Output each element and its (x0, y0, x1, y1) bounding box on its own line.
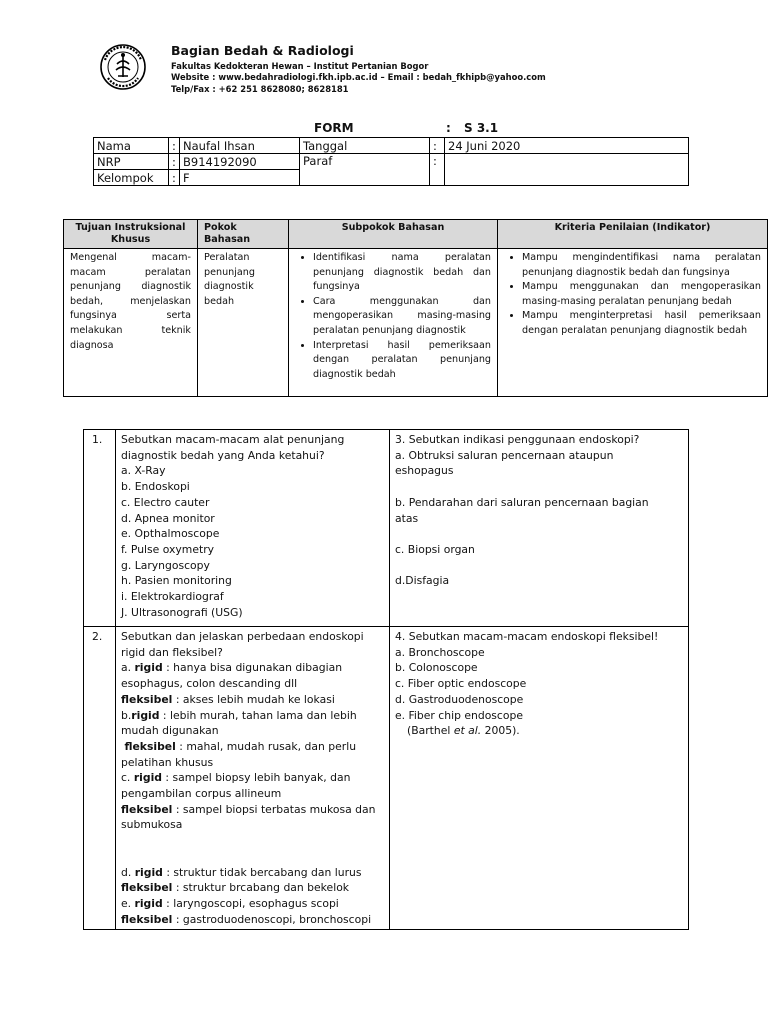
q1-line: a. X-Ray (121, 464, 166, 478)
colon: : (430, 154, 445, 186)
ipb-logo (100, 44, 146, 90)
q3-line: atas (395, 511, 419, 525)
q4-item: e. Fiber chip endoscope (395, 708, 523, 722)
q2-line: mudah digunakan (121, 724, 219, 738)
header-tujuan: Tujuan Instruksional Khusus (64, 220, 198, 249)
question-number: 2. (84, 627, 116, 930)
colon: : (169, 138, 180, 154)
q1-line: Sebutkan macam-macam alat penunjang (121, 433, 345, 446)
kriteria-cell (498, 249, 768, 397)
paraf-value (445, 154, 689, 186)
q2-line: fleksibel : akses lebih mudah ke lokasi (121, 692, 335, 706)
question-3 (390, 430, 689, 627)
q1-line: d. Apnea monitor (121, 511, 215, 525)
subpokok-item: • Identifikasi nama peralatan penunjang diagnostik bedah dan fungsinya (313, 251, 491, 295)
nama-label: Nama (94, 138, 169, 154)
header-pokok: Pokok Bahasan (198, 220, 289, 249)
question-number: 1. (84, 430, 116, 627)
q2-line: fleksibel : gastroduodenoscopi, bronchoscopi (121, 912, 372, 926)
question-4 (390, 627, 689, 930)
website-line: Website : www.bedahradiologi.fkh.ipb.ac.id – Email : bedah_fkhipb@yahoo.com (171, 72, 546, 82)
q1-line: h. Pasien monitoring (121, 574, 232, 588)
q1-line: diagnostik bedah yang Anda ketahui? (121, 448, 325, 462)
paraf-label: Paraf (300, 154, 430, 186)
objectives-table (63, 219, 768, 397)
q3-line: c. Biopsi organ (395, 542, 475, 556)
colon: : (430, 138, 445, 154)
q2-line: pelatihan khusus (121, 755, 214, 769)
q2-line: b.rigid : lebih murah, tahan lama dan lebih (121, 708, 357, 722)
phone-line: Telp/Fax : +62 251 8628080; 8628181 (171, 84, 349, 94)
department-title: Bagian Bedah & Radiologi (171, 43, 354, 58)
subpokok-item: • Cara menggunakan dan mengoperasikan masing-masing peralatan penunjang diagnostik (313, 295, 491, 339)
tanggal-label: Tanggal (300, 138, 430, 154)
kriteria-item: • Mampu menggunakan dan mengoperasikan masing-masing peralatan penunjang bedah (522, 280, 761, 309)
q2-line: fleksibel : mahal, mudah rusak, dan perlu (124, 739, 357, 753)
pokok-text: Peralatan penunjang diagnostik bedah (198, 249, 289, 397)
kelompok-label: Kelompok (94, 170, 169, 186)
tujuan-text: Mengenal macam-macam peralatan penunjang diagnostik bedah, menjelaskan fungsinya serta melakukan teknik diagnosa (64, 249, 198, 397)
q2-line: d. rigid : struktur tidak bercabang dan lurus (121, 865, 362, 879)
questions-table (83, 429, 689, 930)
q2-line: pengambilan corpus allineum (121, 787, 282, 801)
colon: : (169, 170, 180, 186)
q2-line: fleksibel : struktur brcabang dan bekelok (121, 881, 350, 895)
header-subpokok: Subpokok Bahasan (289, 220, 498, 249)
q2-line: a. rigid : hanya bisa digunakan dibagian (121, 661, 343, 675)
kelompok-value: F (180, 170, 300, 186)
q4-item: a. Bronchoscope (395, 645, 485, 659)
form-label: FORM (314, 121, 354, 135)
q1-line: g. Laryngoscopy (121, 558, 210, 572)
q2-line: e. rigid : laryngoscopi, esophagus scopi (121, 896, 339, 910)
faculty-line: Fakultas Kedokteran Hewan – Institut Pertanian Bogor (171, 61, 429, 71)
q2-line: esophagus, colon descanding dll (121, 677, 298, 691)
tanggal-value: 24 Juni 2020 (445, 138, 689, 154)
q3-line: b. Pendarahan dari saluran pencernaan bagian (395, 495, 649, 509)
q4-item: d. Gastroduodenoscope (395, 692, 524, 706)
subpokok-cell (289, 249, 498, 397)
question-1 (116, 430, 390, 627)
question-2 (116, 627, 390, 930)
q2-line: c. rigid : sampel biopsy lebih banyak, dan (121, 771, 351, 785)
nrp-value: B914192090 (180, 154, 300, 170)
q1-line: b. Endoskopi (121, 480, 190, 494)
q3-title: 3. Sebutkan indikasi penggunaan endoskopi? (395, 433, 640, 446)
q1-line: J. Ultrasonografi (USG) (121, 605, 243, 619)
header-kriteria: Kriteria Penilaian (Indikator) (498, 220, 768, 249)
kriteria-item: • Mampu menginterpretasi hasil pemeriksaan dengan peralatan penunjang diagnostik bedah (522, 309, 761, 338)
colon: : (169, 154, 180, 170)
kriteria-item: • Mampu mengindentifikasi nama peralatan penunjang diagnostik bedah dan fungsinya (522, 251, 761, 280)
q4-citation: (Barthel et al. 2005). (407, 724, 520, 738)
q4-title: 4. Sebutkan macam-macam endoskopi fleksibel! (395, 630, 659, 643)
q4-item: b. Colonoscope (395, 661, 478, 675)
q4-item: c. Fiber optic endoscope (395, 677, 527, 691)
q1-line: i. Elektrokardiograf (121, 590, 224, 604)
form-colon: : (446, 121, 451, 135)
nrp-label: NRP (94, 154, 169, 170)
q2-line: submukosa (121, 818, 183, 832)
identity-table (93, 137, 689, 186)
q1-line: f. Pulse oxymetry (121, 542, 215, 556)
q3-line: a. Obtruksi saluran pencernaan ataupun (395, 448, 614, 462)
q1-line: c. Electro cauter (121, 495, 210, 509)
form-code: S 3.1 (464, 121, 499, 135)
q3-line: d.Disfagia (395, 574, 450, 588)
q2-line: fleksibel : sampel biopsi terbatas mukosa dan (121, 802, 376, 816)
q2-line: Sebutkan dan jelaskan perbedaan endoskopi (121, 630, 364, 643)
q1-line: e. Opthalmoscope (121, 527, 220, 541)
q2-line: rigid dan fleksibel? (121, 645, 223, 659)
nama-value: Naufal Ihsan (180, 138, 300, 154)
subpokok-item: • Interpretasi hasil pemeriksaan dengan peralatan penunjang diagnostik bedah (313, 339, 491, 383)
q3-line: eshopagus (395, 464, 454, 478)
